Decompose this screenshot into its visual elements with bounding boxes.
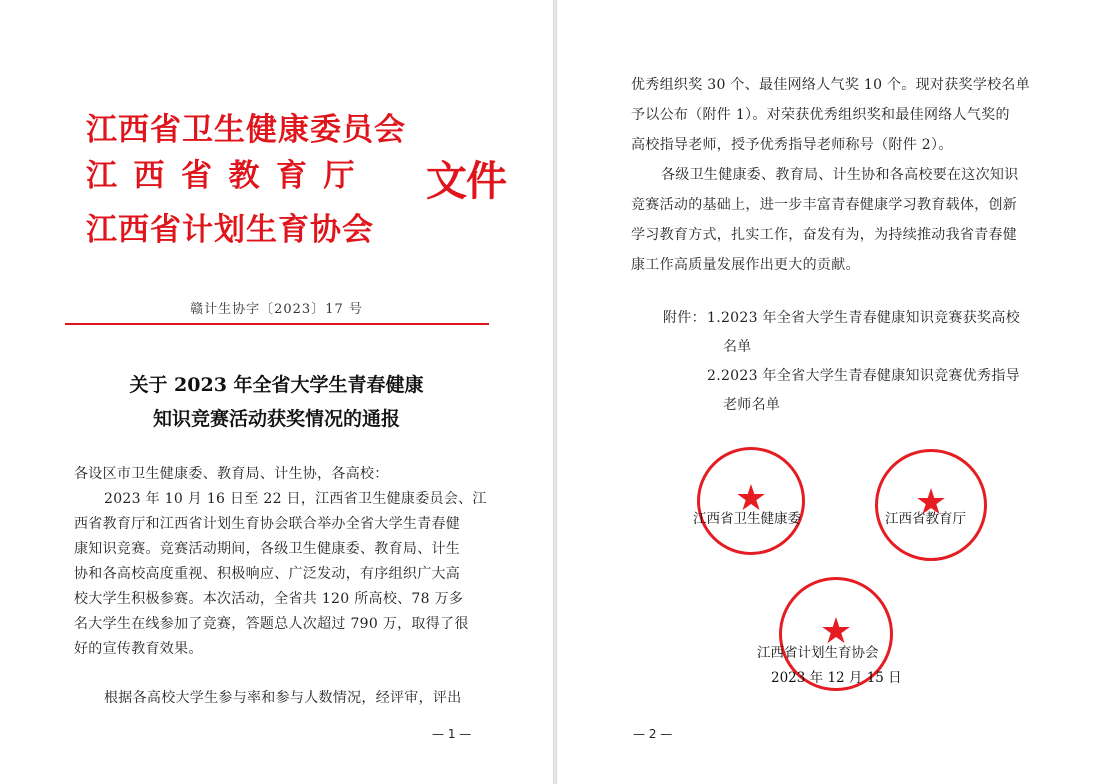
- body-line: 高校指导老师，授予优秀指导老师称号（附件 2）。: [631, 137, 953, 153]
- body-line: 校大学生积极参赛。本次活动，全省共 120 所高校、78 万多: [74, 591, 464, 607]
- document-number: 赣计生协字〔2023〕17 号: [190, 302, 363, 317]
- body-line: 西省教育厅和江西省计划生育协会联合举办全省大学生青春健: [74, 516, 461, 532]
- seal-star-icon: ★: [819, 610, 853, 652]
- document-page-2: [557, 0, 1111, 784]
- document-title-line-2: 知识竞赛活动获奖情况的通报: [152, 408, 400, 430]
- signature-education-dept: 江西省教育厅: [885, 511, 966, 527]
- issue-date: 2023 年 12 月 15 日: [771, 670, 902, 686]
- attachment-2-cont: 老师名单: [723, 397, 781, 413]
- body-line: 优秀组织奖 30 个、最佳网络人气奖 10 个。现对获奖学校名单: [631, 77, 1031, 93]
- body-line: 名大学生在线参加了竞赛，答题总人次超过 790 万，取得了很: [74, 616, 469, 632]
- official-seal-education-dept: [875, 449, 987, 561]
- attachment-1-cont: 名单: [723, 339, 752, 355]
- body-line: 予以公布（附件 1）。对荣获优秀组织奖和最佳网络人气奖的: [631, 107, 1010, 123]
- seal-star-icon: ★: [914, 481, 948, 523]
- page-number: — 2 —: [633, 727, 673, 741]
- signature-health-commission: 江西省卫生健康委: [693, 511, 801, 527]
- body-line: 康工作高质量发展作出更大的贡献。: [631, 257, 860, 273]
- body-line: 根据各高校大学生参与率和参与人数情况，经评审，评出: [104, 690, 462, 706]
- salutation: 各设区市卫生健康委、教育局、计生协，各高校：: [74, 466, 389, 482]
- official-seal-health-commission: [697, 447, 805, 555]
- header-issuer-education-dept: 江西省教育厅: [86, 158, 371, 194]
- attachment-2: 2.2023 年全省大学生青春健康知识竞赛优秀指导: [707, 368, 1020, 384]
- body-line: 2023 年 10 月 16 日至 22 日，江西省卫生健康委员会、江: [104, 491, 487, 507]
- document-title-line-1: 关于 2023 年全省大学生青春健康: [129, 374, 424, 396]
- seal-star-icon: ★: [734, 477, 768, 519]
- body-line: 康知识竞赛。竞赛活动期间，各级卫生健康委、教育局、计生: [74, 541, 461, 557]
- body-line: 学习教育方式，扎实工作，奋发有为，为持续推动我省青春健: [631, 227, 1018, 243]
- document-page-1: [0, 0, 553, 784]
- red-separator-line: [65, 323, 489, 325]
- header-document-mark: 文件: [426, 157, 506, 205]
- body-line: 协和各高校高度重视、积极响应、广泛发动，有序组织广大高: [74, 566, 461, 582]
- body-line: 各级卫生健康委、教育局、计生协和各高校要在这次知识: [661, 167, 1019, 183]
- signature-family-planning: 江西省计划生育协会: [757, 645, 879, 661]
- attachments-label: 附件：: [663, 310, 706, 326]
- header-issuer-health-commission: 江西省卫生健康委员会: [86, 112, 406, 148]
- page-number: — 1 —: [432, 727, 472, 741]
- header-issuer-family-planning: 江西省计划生育协会: [86, 212, 374, 248]
- body-line: 竞赛活动的基础上，进一步丰富青春健康学习教育载体，创新: [631, 197, 1018, 213]
- body-line: 好的宣传教育效果。: [74, 641, 203, 657]
- attachment-1: 1.2023 年全省大学生青春健康知识竞赛获奖高校: [707, 310, 1020, 326]
